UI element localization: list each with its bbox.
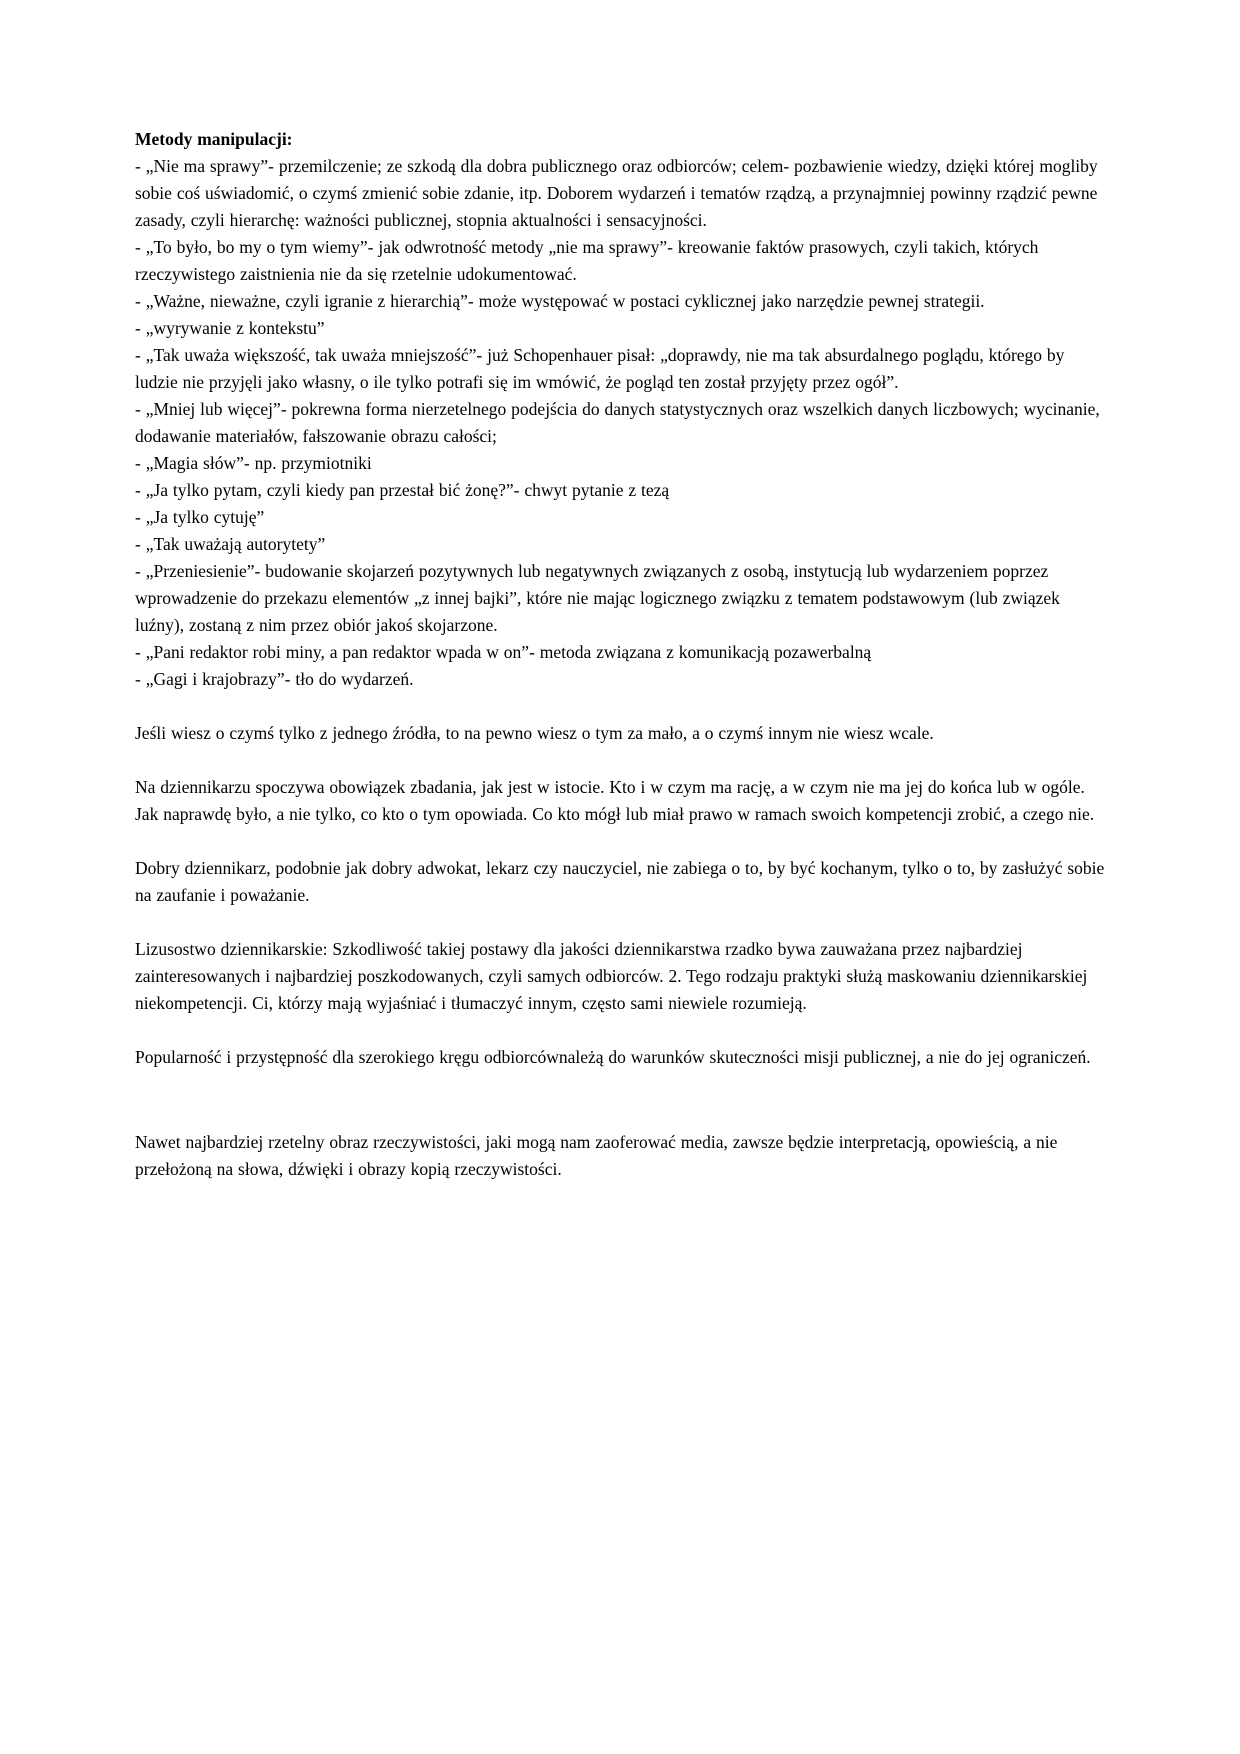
list-item-tak-uwazaja-autorytety: - „Tak uważają autorytety” bbox=[135, 534, 326, 554]
list-item-ja-tylko-cytuje: - „Ja tylko cytuję” bbox=[135, 507, 265, 527]
list-item-mniej-lub-wiecej: - „Mniej lub więcej”- pokrewna forma nierzetelnego podejścia do danych statystycznych oraz wszelkich danych liczbowych; wycinanie, dodawanie materiałów, fałszowanie obrazu całości; bbox=[135, 399, 1100, 446]
list-item-wazne-niewazne: - „Ważne, nieważne, czyli igranie z hierarchią”- może występować w postaci cyklicznej jako narzędzie pewnej strategii. bbox=[135, 291, 985, 311]
paragraph-obowiazek-zbadania: Na dziennikarzu spoczywa obowiązek zbadania, jak jest w istocie. Kto i w czym ma rację, a w czym nie ma jej do końca lub w ogóle. Jak naprawdę było, a nie tylko, co kto o tym opowiada. Co kto mógł lub miał prawo w ramach swoich kompetencji zrobić, a czego nie. bbox=[135, 777, 1095, 824]
list-item-pani-redaktor: - „Pani redaktor robi miny, a pan redaktor wpada w on”- metoda związana z komunikacją pozawerbalną bbox=[135, 642, 872, 662]
list-item-tak-uwaza-wiekszosc: - „Tak uważa większość, tak uważa mniejszość”- już Schopenhauer pisał: „doprawdy, nie ma tak absurdalnego poglądu, którego by ludzie nie przyjęli jako własny, o ile tylko potrafi się im wmówić, że pogląd ten został przyjęty przez ogół”. bbox=[135, 345, 1065, 392]
document-title: Metody manipulacji: bbox=[135, 129, 293, 149]
list-item-nie-ma-sprawy: - „Nie ma sprawy”- przemilczenie; ze szkodą dla dobra publicznego oraz odbiorców; celem- pozbawienie wiedzy, dzięki której mogliby sobie coś uświadomić, o czymś zmienić sobie zdanie, itp. Doborem wydarzeń i tematów rządzą, a przynajmniej powinny rządzić pewne zasady, czyli hierarchę: ważności publicznej, stopnia aktualności i sensacyjności. bbox=[135, 156, 1098, 230]
list-item-gagi-i-krajobrazy: - „Gagi i krajobrazy”- tło do wydarzeń. bbox=[135, 669, 414, 689]
list-item-wyrywanie-z-kontekstu: - „wyrywanie z kontekstu” bbox=[135, 318, 325, 338]
paragraph-popularnosc: Popularność i przystępność dla szerokiego kręgu odbiorcównależą do warunków skuteczności misji publicznej, a nie do jej ograniczeń. bbox=[135, 1047, 1091, 1067]
paragraph-rzetelny-obraz: Nawet najbardziej rzetelny obraz rzeczywistości, jaki mogą nam zaoferować media, zawsze będzie interpretacją, opowieścią, a nie przełożoną na słowa, dźwięki i obrazy kopią rzeczywistości. bbox=[135, 1132, 1058, 1179]
paragraph-dobry-dziennikarz: Dobry dziennikarz, podobnie jak dobry adwokat, lekarz czy nauczyciel, nie zabiega o to, by być kochanym, tylko o to, by zasłużyć sobie na zaufanie i poważanie. bbox=[135, 858, 1105, 905]
list-item-magia-slow: - „Magia słów”- np. przymiotniki bbox=[135, 453, 372, 473]
list-item-to-bylo: - „To było, bo my o tym wiemy”- jak odwrotność metody „nie ma sprawy”- kreowanie faktów prasowych, czyli takich, których rzeczywistego zaistnienia nie da się rzetelnie udokumentować. bbox=[135, 237, 1039, 284]
paragraph-lizusostwo: Lizusostwo dziennikarskie: Szkodliwość takiej postawy dla jakości dziennikarstwa rzadko bywa zauważana przez najbardziej zainteresowanych i najbardziej poszkodowanych, czyli samych odbiorców. 2. Tego rodzaju praktyki służą maskowaniu dziennikarskiej niekompetencji. Ci, którzy mają wyjaśniać i tłumaczyć innym, często sami niewiele rozumieją. bbox=[135, 939, 1088, 1013]
list-item-przeniesienie: - „Przeniesienie”- budowanie skojarzeń pozytywnych lub negatywnych związanych z osobą, instytucją lub wydarzeniem poprzez wprowadzenie do przekazu elementów „z innej bajki”, które nie mając logicznego związku z tematem podstawowym (lub związek luźny), zostaną z nim przez obiór jakoś skojarzone. bbox=[135, 561, 1060, 635]
list-item-ja-tylko-pytam: - „Ja tylko pytam, czyli kiedy pan przestał bić żonę?”- chwyt pytanie z tezą bbox=[135, 480, 670, 500]
paragraph-jedno-zrodlo: Jeśli wiesz o czymś tylko z jednego źródła, to na pewno wiesz o tym za mało, a o czymś innym nie wiesz wcale. bbox=[135, 723, 934, 743]
